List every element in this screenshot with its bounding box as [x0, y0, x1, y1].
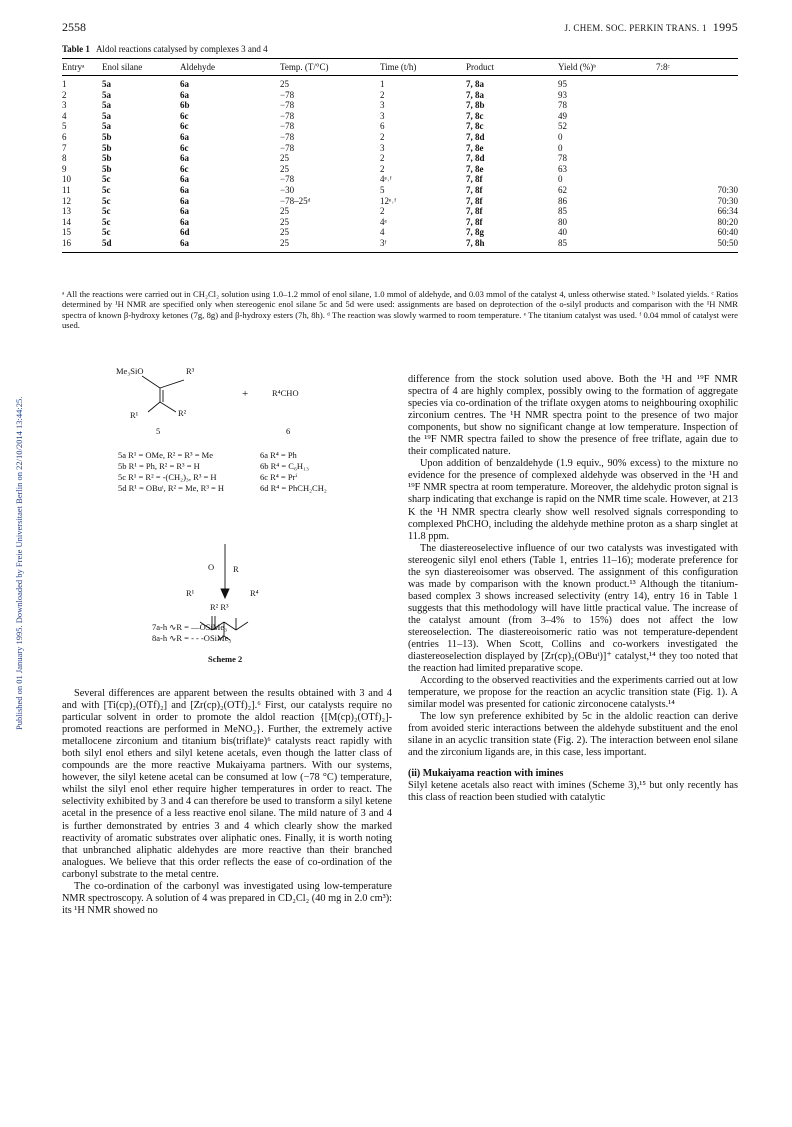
- table-cell: 4: [62, 110, 67, 121]
- table-cell: −78: [280, 100, 295, 111]
- table-cell: 5b: [102, 153, 112, 164]
- table-cell: 7, 8f: [466, 174, 483, 185]
- table-cell: −78: [280, 142, 295, 153]
- right-column: [408, 374, 738, 804]
- table-cell: 2: [380, 89, 385, 100]
- table-cell: 52: [558, 121, 567, 132]
- right-paragraph-1: difference from the stock solution used above. Both the ¹H and ¹⁹F NMR spectra of 4 are highly complex, possibly owing to the formation of aggregate species via co-ordination of the triflate oxygen atoms to neighbouring oxophilic zirconium centres. The ¹H NMR spectra point to the presence of two major components, but show no significant change at low temperature. Inspection of the ¹⁹F NMR spectra failed to show the presence of free triflate, again due to their complicated nature.: [408, 374, 738, 458]
- table-cell: 5a: [102, 79, 111, 89]
- col-product: Product: [466, 59, 558, 76]
- table-cell: 5a: [102, 110, 111, 121]
- legend-8: 8a-h ∿R = - - -OSiMe₃: [152, 633, 232, 643]
- aldol-table: [62, 58, 738, 253]
- table-cell: 0: [558, 174, 563, 185]
- table-cell: −78: [280, 131, 295, 142]
- aldehyde-definitions: [260, 450, 327, 494]
- table-cell: 0: [558, 131, 563, 142]
- table-cell: −78: [280, 174, 295, 185]
- table-cell: 6a: [180, 216, 189, 227]
- table-cell: 6a: [180, 238, 280, 252]
- table-cell: 80: [558, 216, 567, 227]
- download-watermark: [2, 200, 24, 730]
- table-row: [62, 238, 738, 252]
- table-cell: 0: [558, 142, 563, 153]
- table-cell: 3: [380, 110, 385, 121]
- table-cell: 14: [62, 216, 71, 227]
- table-cell: 5c: [102, 184, 111, 195]
- table-cell: 25: [280, 238, 380, 252]
- def-6b: 6b R⁴ = C₆H₁₃: [260, 461, 309, 471]
- table-cell: 7, 8c: [466, 121, 484, 132]
- table-cell: 7, 8f: [466, 184, 483, 195]
- page-number: 2558: [62, 20, 86, 34]
- table-cell: 6a: [180, 79, 189, 89]
- table-cell: 5c: [102, 216, 111, 227]
- def-6c: 6c R⁴ = Prⁱ: [260, 472, 298, 482]
- table-cell: 7, 8a: [466, 89, 484, 100]
- table-cell: 3: [62, 100, 67, 111]
- table-row: [62, 76, 738, 90]
- table-row: [62, 153, 738, 164]
- table-row: [62, 164, 738, 175]
- table-cell: 6: [380, 121, 385, 132]
- table-cell: 5c: [102, 174, 111, 185]
- def-5a: 5a R¹ = OMe, R² = R³ = Me: [118, 450, 213, 460]
- left-paragraph-2: The co-ordination of the carbonyl was investigated using low-temperature NMR spectroscopy. A solution of 4 was prepared in CD₂Cl₂ (40 mg in 2.0 cm³): its ¹H NMR showed no: [62, 880, 392, 916]
- table-cell: 5c: [102, 206, 111, 217]
- table-cell: 5a: [102, 89, 111, 100]
- table-cell: 78: [558, 153, 567, 164]
- table-cell: 10: [62, 174, 71, 185]
- col-aldehyde: Aldehyde: [180, 59, 280, 76]
- table-cell: 5b: [102, 163, 112, 174]
- col-enol-silane: Enol silane: [102, 59, 180, 76]
- reagent-label: Me₃SiO: [116, 366, 144, 376]
- table-cell: 6a: [180, 206, 189, 217]
- table-cell: 25: [280, 79, 289, 89]
- left-paragraph-1: Several differences are apparent between the results obtained with 3 and 4 and with [Ti(cp)₂(OTf)₂] and [Zr(cp)₂(OTf)₂].⁶ First, our catalysts require no particular solvent in order to promote the aldol reaction {[M(cp)₂(OTf)₂]-promoted reactions are performed in MeNO₂}. Further, the extremely active metallocene zirconium and titanium bis(triflate)⁶ catalysts react rapidly with both silyl enol ethers and silyl ketene acetals, even though the latter class of compounds are the more reactive Mukaiyama partners. With our systems, however, the silyl ketene acetal can be consumed at low (−78 °C) temperature, whilst the silyl enol ether require higher temperatures in order to react. The selectivity exhibited by 3 and 4 can therefore be used to transform a silyl ketene acetal in the presence of a less reactive enol silane. The mild nature of 3 and 4 is further demonstrated by entries 3 and 4 which clearly show the marked reactivity of aromatic substrates over aliphatic ones. Finally, it is worth noting that unbranched aliphatic aldehydes are more reactive than their branched analogues. We believe that this order reflects the ease of co-ordination of the carbonyl substrate to the metal centre.: [62, 688, 392, 880]
- table-cell: 7, 8g: [466, 227, 484, 238]
- table-cell: 7, 8f: [466, 195, 483, 206]
- table-cell: 6c: [180, 110, 189, 121]
- table-cell: 6b: [180, 100, 190, 111]
- col-temp: Temp. (T/°C): [280, 59, 380, 76]
- table-cell: −30: [280, 184, 295, 195]
- legend-7: 7a-h ∿R = —OSiMe₃: [152, 622, 228, 632]
- table-cell: [656, 121, 738, 132]
- def-6a: 6a R⁴ = Ph: [260, 450, 297, 460]
- table-row: [62, 100, 738, 111]
- table-cell: 9: [62, 163, 67, 174]
- table-cell: 93: [558, 89, 567, 100]
- table-row: [62, 206, 738, 217]
- table-cell: 5b: [102, 131, 112, 142]
- table-cell: 25: [280, 206, 289, 217]
- table-cell: 5b: [102, 142, 112, 153]
- table-cell: 12ᵉ˒ᶠ: [380, 195, 397, 206]
- table-cell: [656, 90, 738, 101]
- table-cell: 2: [380, 206, 385, 217]
- table-cell: 2: [62, 89, 67, 100]
- table-cell: 5: [62, 121, 67, 132]
- table-cell: [656, 132, 738, 143]
- table-cell: 66:34: [717, 206, 738, 217]
- product-r-label: R: [233, 564, 239, 574]
- table-cell: 5c: [102, 195, 111, 206]
- table-cell: 85: [558, 206, 567, 217]
- table-cell: 60:40: [717, 227, 738, 238]
- section-text: Silyl ketene acetals also react with imines (Scheme 3),¹⁵ but only recently has this class of reaction been studied with catalytic: [408, 779, 738, 803]
- table-cell: [656, 111, 738, 122]
- table-caption: Aldol reactions catalysed by complexes 3 and 4: [95, 44, 268, 54]
- table-cell: 6c: [180, 142, 189, 153]
- compound-5-label: 5: [156, 426, 161, 436]
- table-cell: 4: [380, 227, 385, 238]
- table-cell: 7, 8h: [466, 238, 558, 252]
- table-cell: 85: [558, 238, 656, 252]
- table-cell: 6a: [180, 195, 189, 206]
- table-cell: 4ᵉ: [380, 216, 387, 227]
- table-cell: 63: [558, 163, 567, 174]
- table-row: [62, 143, 738, 154]
- section-heading: (ii) Mukaiyama reaction with imines: [408, 767, 564, 779]
- table-cell: 4ᵉ˒ᶠ: [380, 174, 392, 185]
- def-5c: 5c R¹ = R² = -(CH₂)₃, R³ = H: [118, 472, 217, 482]
- table-cell: [656, 100, 738, 111]
- table-cell: 3: [380, 100, 385, 111]
- table-cell: 7, 8e: [466, 163, 484, 174]
- enol-definitions: [118, 450, 224, 494]
- table-cell: 25: [280, 227, 289, 238]
- def-6d: 6d R⁴ = PhCH₂CH₂: [260, 483, 327, 493]
- table-title: [62, 44, 268, 54]
- aldehyde-label: R⁴CHO: [272, 388, 299, 398]
- plus-sign: +: [242, 388, 249, 400]
- table-cell: 6a: [180, 153, 189, 164]
- table-cell: 7, 8a: [466, 79, 484, 89]
- col-ratio: 7:8ᶜ: [656, 59, 738, 76]
- table-row: [62, 185, 738, 196]
- right-paragraph-4: According to the observed reactivities and the experiments carried out at low temperature, we propose for the reaction an acyclic transition state (Fig. 1). A similar model was presented for cationic zirconocene catalysts.¹⁴: [408, 675, 738, 711]
- table-row: [62, 111, 738, 122]
- table-cell: 2: [380, 153, 385, 164]
- r1-label: R¹: [130, 410, 139, 420]
- table-cell: 7, 8c: [466, 110, 484, 121]
- def-5d: 5d R¹ = OBuᵗ, R² = Me, R³ = H: [118, 483, 225, 493]
- product-r2r3-label: R² R³: [210, 602, 229, 612]
- compound-6-label: 6: [286, 426, 291, 436]
- table-cell: 5a: [102, 121, 111, 132]
- r3-label: R³: [186, 366, 195, 376]
- table-row: [62, 121, 738, 132]
- table-cell: 70:30: [717, 195, 738, 206]
- table-cell: 6a: [180, 131, 189, 142]
- left-column: [62, 688, 392, 917]
- table-row: [62, 132, 738, 143]
- table-cell: [656, 164, 738, 175]
- table-cell: 7: [62, 142, 67, 153]
- table-cell: 3ᶠ: [380, 238, 466, 252]
- table-cell: 2: [380, 163, 385, 174]
- product-r4-label: R⁴: [250, 588, 259, 598]
- table-body: [62, 76, 738, 253]
- table-cell: 6c: [180, 121, 189, 132]
- table-cell: 6a: [180, 174, 189, 185]
- table-cell: 49: [558, 110, 567, 121]
- table-cell: 6a: [180, 89, 189, 100]
- r2-label: R²: [178, 408, 187, 418]
- table-cell: 86: [558, 195, 567, 206]
- table-cell: 2: [380, 131, 385, 142]
- table-row: [62, 196, 738, 207]
- table-cell: −78: [280, 110, 295, 121]
- table-cell: 1: [62, 79, 67, 89]
- right-paragraph-3: The diastereoselective influence of our two catalysts was investigated with stereogenic silyl enol ethers (Table 1, entries 11–16); moderate preference for the syn diastereoisomer was observed. The assignment of this configuration was made by comparison with the known product.¹³ Although the titanium-based complex 3 shows increased selectivity (entry 14), entry 16 in Table 1 suggests that this methodology will have little practical value. The increase of the catalyst amount (from 3–4% to 15%) does not affect the low stereoselection. The diastereoisomeric ratio was not temperature-dependent (entries 11–13). When Scott, Collins and co-workers investigated the diastereoselection displayed by [Zr(cp)₂(OBuᵗ)]⁺ catalyst,¹⁴ they too noted that the reaction had limited preparative scope.: [408, 542, 738, 675]
- product-legend: [152, 622, 231, 644]
- table-cell: 5: [380, 184, 385, 195]
- page-header: [62, 20, 738, 38]
- col-time: Time (t/h): [380, 59, 466, 76]
- table-row: [62, 174, 738, 185]
- table-cell: 5d: [102, 238, 180, 252]
- table-cell: 7, 8d: [466, 131, 485, 142]
- def-5b: 5b R¹ = Ph, R² = R³ = H: [118, 461, 200, 471]
- scheme-drawing: [90, 362, 380, 662]
- right-paragraph-5: The low syn preference exhibited by 5c in the aldolic reaction can derive from avoided steric interactions between the aldehyde substituent and the enol silane in an acyclic transition state (Fig. 2). The interaction between enol silane and the zirconium ligands are, in this case, less important.: [408, 711, 738, 759]
- table-label: Table 1: [62, 44, 90, 54]
- table-cell: 50:50: [656, 238, 738, 252]
- product-r1-label: R¹: [186, 588, 195, 598]
- table-cell: 6d: [180, 227, 190, 238]
- table-cell: 13: [62, 206, 71, 217]
- table-cell: 8: [62, 153, 67, 164]
- table-cell: 3: [380, 142, 385, 153]
- table-cell: 80:20: [717, 216, 738, 227]
- table-cell: 25: [280, 153, 289, 164]
- table-cell: 11: [62, 184, 71, 195]
- right-paragraph-2: Upon addition of benzaldehyde (1.9 equiv., 90% excess) to the mixture no evidence for the presence of complexed aldehyde was observed in the ¹H and ¹⁹F NMR spectra at room temperature. Moreover, the aldehydic proton signal is sharp indicating that exchange is rapid on the NMR time scale. However, at 213 K the ¹H NMR spectra clearly show well resolved signals corresponding to complexed PhCHO, including the aldehyde methine proton as a sharp singlet at 11.8 ppm.: [408, 458, 738, 542]
- table-cell: 6: [62, 131, 67, 142]
- table-cell: −78–25ᵈ: [280, 195, 311, 206]
- table-cell: −78: [280, 121, 295, 132]
- table-cell: 70:30: [717, 184, 738, 195]
- table-cell: 15: [62, 227, 71, 238]
- download-watermark-text: Published on 01 January 1995. Downloaded by Freie Universitaet Berlin on 22/10/2014 13:44:25.: [14, 396, 24, 730]
- product-oxygen-label: O: [208, 562, 215, 572]
- table-cell: 7, 8b: [466, 100, 485, 111]
- table-cell: 5a: [102, 100, 111, 111]
- table-footnote: ᵃ All the reactions were carried out in CH₂Cl₂ solution using 1.0–1.2 mmol of enol silane, 1.0 mmol of aldehyde, and 0.03 mmol of the catalyst 4, unless otherwise stated. ᵇ Isolated yields. ᶜ Ratios determined by ¹H NMR are specified only when stereogenic enol silane 5c and 5d were used: assignments are based on deprotection of the o-silyl products and comparison with the ¹H NMR spectra of known β-hydroxy ketones (7g, 8g) and β-hydroxy esters (7h, 8h). ᵈ The reaction was slowly warmed to room temperature. ᵉ The titanium catalyst was used. ᶠ 0.04 mmol of catalyst were used.: [62, 289, 738, 331]
- table-cell: [656, 143, 738, 154]
- table-cell: 6c: [180, 163, 189, 174]
- table-row: [62, 227, 738, 238]
- table-cell: 95: [558, 79, 567, 89]
- table-row: [62, 217, 738, 228]
- journal-name: J. CHEM. SOC. PERKIN TRANS. 1 1995: [564, 20, 738, 34]
- table-cell: 78: [558, 100, 567, 111]
- col-yield: Yield (%)ᵇ: [558, 59, 656, 76]
- table-cell: [656, 153, 738, 164]
- table-cell: 7, 8d: [466, 153, 485, 164]
- table-cell: [656, 76, 738, 90]
- table-cell: 6a: [180, 184, 189, 195]
- table-header-row: [62, 59, 738, 76]
- table-cell: 12: [62, 195, 71, 206]
- table-cell: [656, 174, 738, 185]
- table-cell: 25: [280, 163, 289, 174]
- table-cell: 40: [558, 227, 567, 238]
- table-cell: 7, 8f: [466, 206, 483, 217]
- table-cell: 62: [558, 184, 567, 195]
- scheme-caption: Scheme 2: [208, 654, 243, 664]
- table-cell: 5c: [102, 227, 111, 238]
- table-row: [62, 90, 738, 101]
- table-cell: 16: [62, 238, 102, 252]
- table-cell: 7, 8e: [466, 142, 484, 153]
- table-cell: 7, 8f: [466, 216, 483, 227]
- table-cell: −78: [280, 89, 295, 100]
- col-entry: Entryᵃ: [62, 59, 102, 76]
- scheme-2: [90, 362, 380, 662]
- table-cell: 25: [280, 216, 289, 227]
- table-cell: 1: [380, 79, 385, 89]
- journal-year: 1995: [712, 20, 738, 34]
